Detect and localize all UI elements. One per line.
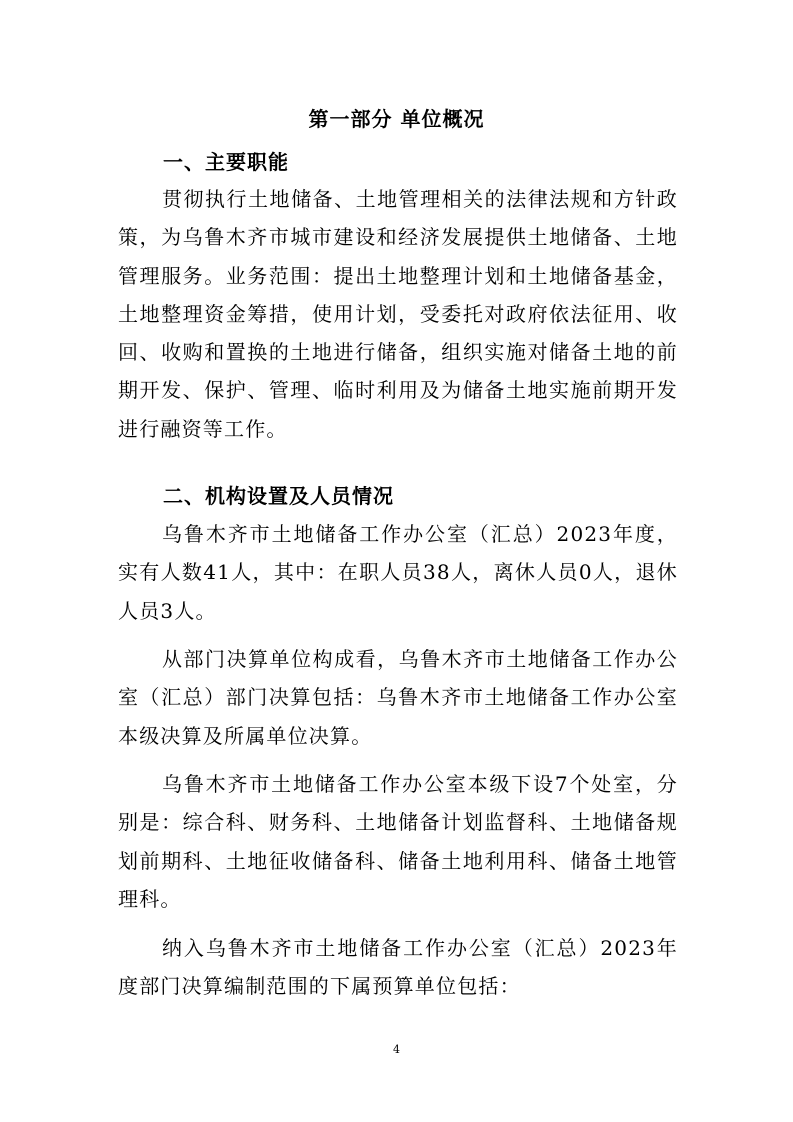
- paragraph-main-functions: 贯彻执行土地储备、土地管理相关的法律法规和方针政策，为乌鲁木齐市城市建设和经济发展提供土地储备、土地管理服务。业务范围：提出土地整理计划和土地储备基金，土地整理资金筹措，使用计划，受委托对政府依法征用、收回、收购和置换的土地进行储备，组织实施对储备土地的前期开发、保护、管理、临时利用及为储备土地实施前期开发进行融资等工作。: [118, 187, 678, 441]
- section-heading-main-functions: 一、主要职能: [163, 150, 289, 174]
- section-heading-organization: 二、机构设置及人员情况: [163, 484, 394, 508]
- paragraph-unit-composition: 从部门决算单位构成看，乌鲁木齐市土地储备工作办公室（汇总）部门决算包括：乌鲁木齐市土地储备工作办公室本级决算及所属单位决算。: [118, 647, 678, 748]
- paragraph-staff-count: 乌鲁木齐市土地储备工作办公室（汇总）2023年度，实有人数41人，其中：在职人员38人，离休人员0人，退休人员3人。: [118, 522, 678, 623]
- page-number: 4: [393, 1043, 400, 1056]
- page-title: 第一部分 单位概况: [308, 107, 485, 131]
- paragraph-subordinate-units: 纳入乌鲁木齐市土地储备工作办公室（汇总）2023年度部门决算编制范围的下属预算单位包括：: [118, 936, 678, 999]
- paragraph-departments: 乌鲁木齐市土地储备工作办公室本级下设7个处室，分别是：综合科、财务科、土地储备计划监督科、土地储备规划前期科、土地征收储备科、储备土地利用科、储备土地管理科。: [118, 772, 678, 911]
